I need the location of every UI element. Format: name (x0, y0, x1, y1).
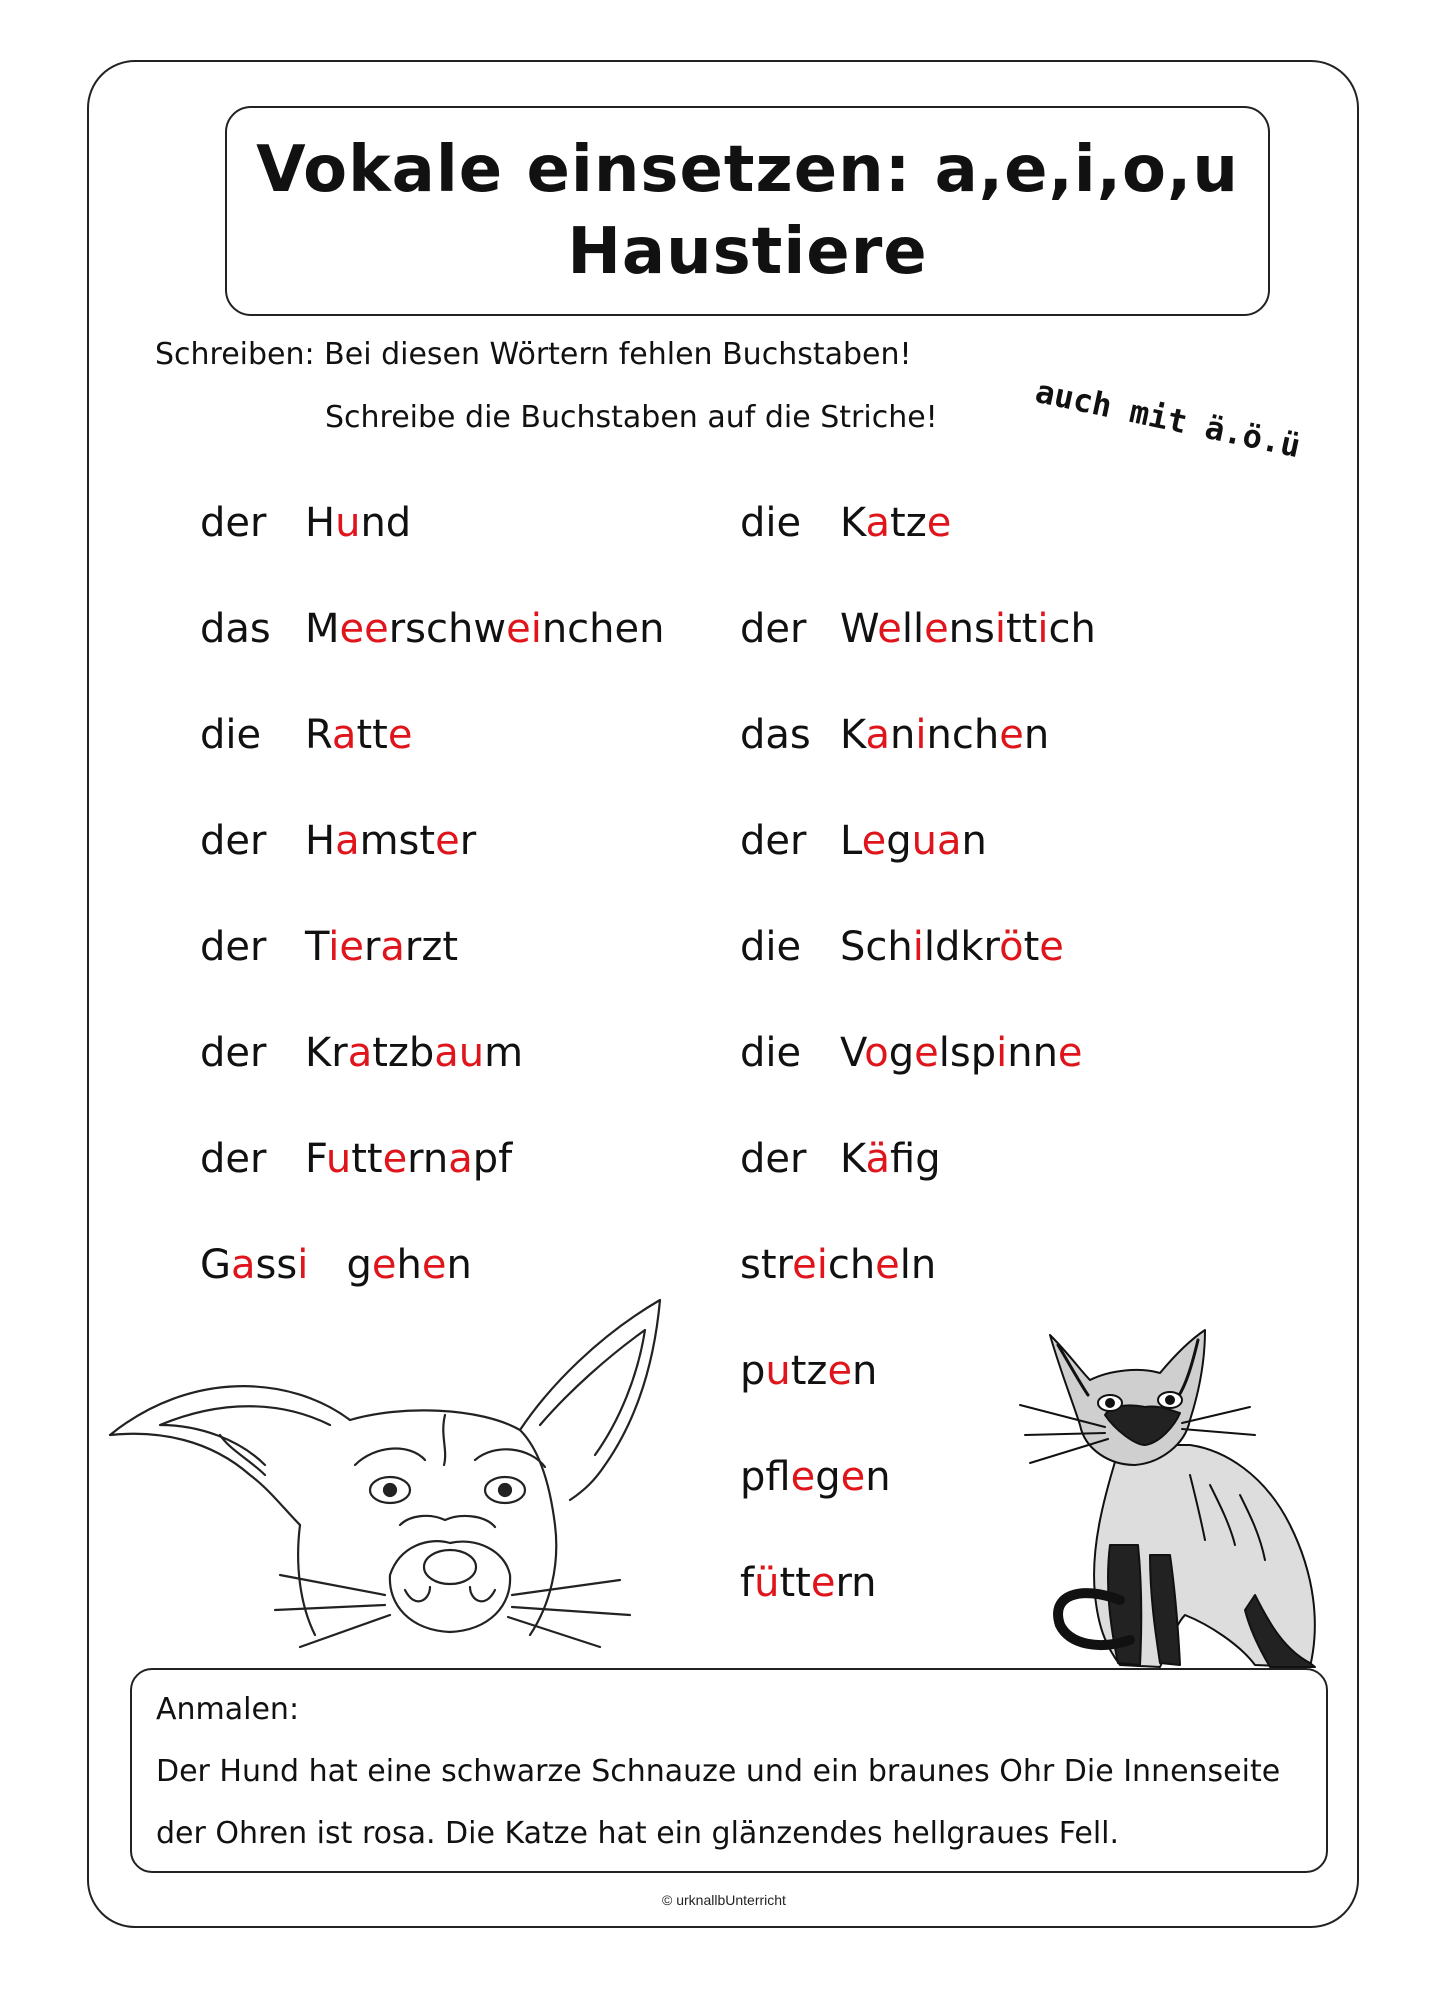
word-letters: t (1023, 924, 1040, 970)
word-row (740, 924, 1064, 970)
copyright-notice: © urknallbUnterricht (662, 1892, 786, 1908)
word-article: das (200, 606, 271, 652)
word-row (200, 924, 458, 970)
word-letters: f (740, 1560, 755, 1606)
word-letters: Kr (305, 1030, 348, 1076)
missing-vowel: ei (506, 606, 542, 652)
word-letters: tzb (372, 1030, 435, 1076)
coloring-heading: Anmalen: (156, 1692, 300, 1727)
word-letters: F (305, 1136, 326, 1182)
word-text (305, 606, 664, 652)
word-letters: L (840, 818, 862, 864)
word-row (740, 500, 951, 546)
word-letters: rn (835, 1560, 877, 1606)
missing-vowel: i (297, 1242, 309, 1288)
missing-vowel: e (790, 1454, 816, 1500)
word-text (840, 1136, 941, 1182)
missing-vowel: e (999, 712, 1024, 758)
word-letters: M (305, 606, 340, 652)
missing-vowel: ö (999, 924, 1024, 970)
word-letters: tt (779, 1560, 811, 1606)
word-row (740, 606, 1096, 652)
word-letters: n (890, 712, 916, 758)
word-letters: n (1023, 712, 1050, 758)
missing-vowel: e (371, 1242, 397, 1288)
missing-vowel: e (875, 1242, 900, 1288)
word-article: der (740, 606, 807, 652)
word-letters: pf (472, 1136, 513, 1182)
word-letters: ch (827, 1242, 876, 1288)
word-letters: K (840, 712, 866, 758)
missing-vowel: a (347, 1030, 373, 1076)
word-letters: h (396, 1242, 422, 1288)
word-text (840, 924, 1064, 970)
missing-vowel: ä (865, 1136, 891, 1182)
instruction-line-2: Schreibe die Buchstaben auf die Striche! (325, 400, 938, 435)
word-letters: r (459, 818, 477, 864)
word-article: der (200, 500, 267, 546)
word-row (740, 712, 1049, 758)
word-letters: rn (407, 1136, 449, 1182)
word-letters: H (305, 818, 336, 864)
missing-vowel: e (421, 1242, 447, 1288)
word-letters: rschw (388, 606, 507, 652)
missing-vowel: e (926, 500, 952, 546)
word-text (840, 606, 1096, 652)
word-article: der (200, 924, 267, 970)
missing-vowel: i (915, 712, 927, 758)
word-text (840, 1030, 1083, 1076)
missing-vowel: e (435, 818, 460, 864)
missing-vowel: a (335, 818, 360, 864)
missing-vowel: ei (792, 1242, 828, 1288)
word-letters: V (840, 1030, 865, 1076)
missing-vowel: e (861, 818, 887, 864)
missing-vowel: e (840, 1454, 866, 1500)
missing-vowel: e (827, 1348, 853, 1394)
coloring-text-line-2: der Ohren ist rosa. Die Katze hat ein glänzendes hellgraues Fell. (156, 1816, 1120, 1851)
missing-vowel: e (810, 1560, 836, 1606)
word-letters: ns (948, 606, 995, 652)
missing-vowel: i (996, 1030, 1008, 1076)
word-letters: K (840, 500, 866, 546)
missing-vowel: a (448, 1136, 473, 1182)
missing-vowel: ee (339, 606, 389, 652)
word-letters: H (305, 500, 336, 546)
word-letters: nn (1007, 1030, 1058, 1076)
word-letters: g (886, 818, 912, 864)
word-letters: tz (790, 1348, 828, 1394)
word-text (305, 818, 476, 864)
missing-vowel: a (865, 712, 891, 758)
missing-vowel: ie (328, 924, 364, 970)
word-text (305, 712, 412, 758)
missing-vowel: e (1039, 924, 1064, 970)
word-letters: ldkr (923, 924, 1000, 970)
word-article: der (740, 818, 807, 864)
cat-illustration (1010, 1295, 1340, 1685)
word-article: der (740, 1136, 807, 1182)
word-letters: ll (901, 606, 925, 652)
word-letters: G (200, 1242, 231, 1288)
word-letters: n (852, 1348, 878, 1394)
word-text (305, 924, 458, 970)
dog-illustration (100, 1275, 770, 1675)
word-row (740, 818, 987, 864)
word-letters: tt (351, 1136, 383, 1182)
worksheet-subtitle: Haustiere (567, 215, 928, 289)
word-letters: n (865, 1454, 891, 1500)
word-text (305, 1030, 523, 1076)
word-text (305, 1136, 512, 1182)
word-letters: n (446, 1242, 472, 1288)
word-article: der (200, 1030, 267, 1076)
missing-vowel: e (924, 606, 949, 652)
word-letters: W (840, 606, 878, 652)
missing-vowel: i (912, 924, 924, 970)
word-row (740, 1030, 1083, 1076)
word-letters: g (888, 1030, 915, 1076)
word-letters: g (815, 1454, 841, 1500)
word-letters: p (740, 1348, 766, 1394)
word-letters: mst (359, 818, 436, 864)
word-text (305, 500, 411, 546)
word-letters: pfl (740, 1454, 791, 1500)
word-row (200, 500, 411, 546)
word-letters: tt (1006, 606, 1038, 652)
missing-vowel: a (865, 500, 891, 546)
missing-vowel: e (382, 1136, 408, 1182)
missing-vowel: i (994, 606, 1006, 652)
word-article: der (200, 1136, 267, 1182)
word-text (840, 818, 987, 864)
word-row (200, 1030, 523, 1076)
word-letters: g (308, 1242, 372, 1288)
instruction-line-1: Schreiben: Bei diesen Wörtern fehlen Buchstaben! (155, 337, 912, 372)
missing-vowel: e (387, 712, 413, 758)
word-letters: ln (899, 1242, 937, 1288)
word-letters: T (305, 924, 329, 970)
umlaut-hint: auch mit ä.ö.ü (1032, 372, 1304, 466)
word-letters: m (484, 1030, 524, 1076)
word-text (840, 500, 951, 546)
word-article: die (740, 924, 802, 970)
word-letters: ss (255, 1242, 298, 1288)
coloring-text-line-1: Der Hund hat eine schwarze Schnauze und ein braunes Ohr Die Innenseite (156, 1754, 1281, 1789)
word-letters: g (915, 1136, 941, 1182)
word-letters: ch (1048, 606, 1096, 652)
title-box (225, 106, 1270, 316)
word-letters: f (890, 1136, 916, 1182)
missing-vowel: u (335, 500, 361, 546)
missing-vowel: u (765, 1348, 791, 1394)
missing-vowel: e (914, 1030, 939, 1076)
missing-vowel: ua (911, 818, 962, 864)
word-letters: rzt (404, 924, 459, 970)
word-letters: lsp (938, 1030, 997, 1076)
word-row (200, 606, 664, 652)
word-article: der (200, 818, 267, 864)
coloring-instructions-box (130, 1668, 1328, 1873)
word-letters: n (961, 818, 987, 864)
word-article: das (740, 712, 811, 758)
missing-vowel: au (434, 1030, 485, 1076)
missing-vowel: e (1057, 1030, 1083, 1076)
word-letters: R (305, 712, 332, 758)
word-letters: nchen (541, 606, 665, 652)
word-letters: Sch (840, 924, 913, 970)
word-letters: nch (926, 712, 1000, 758)
word-letters: nd (360, 500, 412, 546)
missing-vowel: i (1037, 606, 1049, 652)
word-letters: tt (356, 712, 388, 758)
word-row (740, 1136, 941, 1182)
missing-vowel: e (877, 606, 902, 652)
word-article: die (740, 1030, 802, 1076)
missing-vowel: o (864, 1030, 889, 1076)
word-letters: r (363, 924, 381, 970)
missing-vowel: u (325, 1136, 352, 1182)
missing-vowel: a (331, 712, 357, 758)
word-row (200, 1136, 512, 1182)
missing-vowel: a (380, 924, 405, 970)
word-row (200, 712, 412, 758)
worksheet-title: Vokale einsetzen: a,e,i,o,u (256, 133, 1239, 207)
word-letters: str (740, 1242, 793, 1288)
word-article: die (740, 500, 802, 546)
missing-vowel: a (231, 1242, 256, 1288)
word-row (200, 818, 476, 864)
word-letters: K (840, 1136, 866, 1182)
word-letters: tz (890, 500, 927, 546)
word-text (840, 712, 1049, 758)
word-article: die (200, 712, 262, 758)
missing-vowel: ü (754, 1560, 780, 1606)
